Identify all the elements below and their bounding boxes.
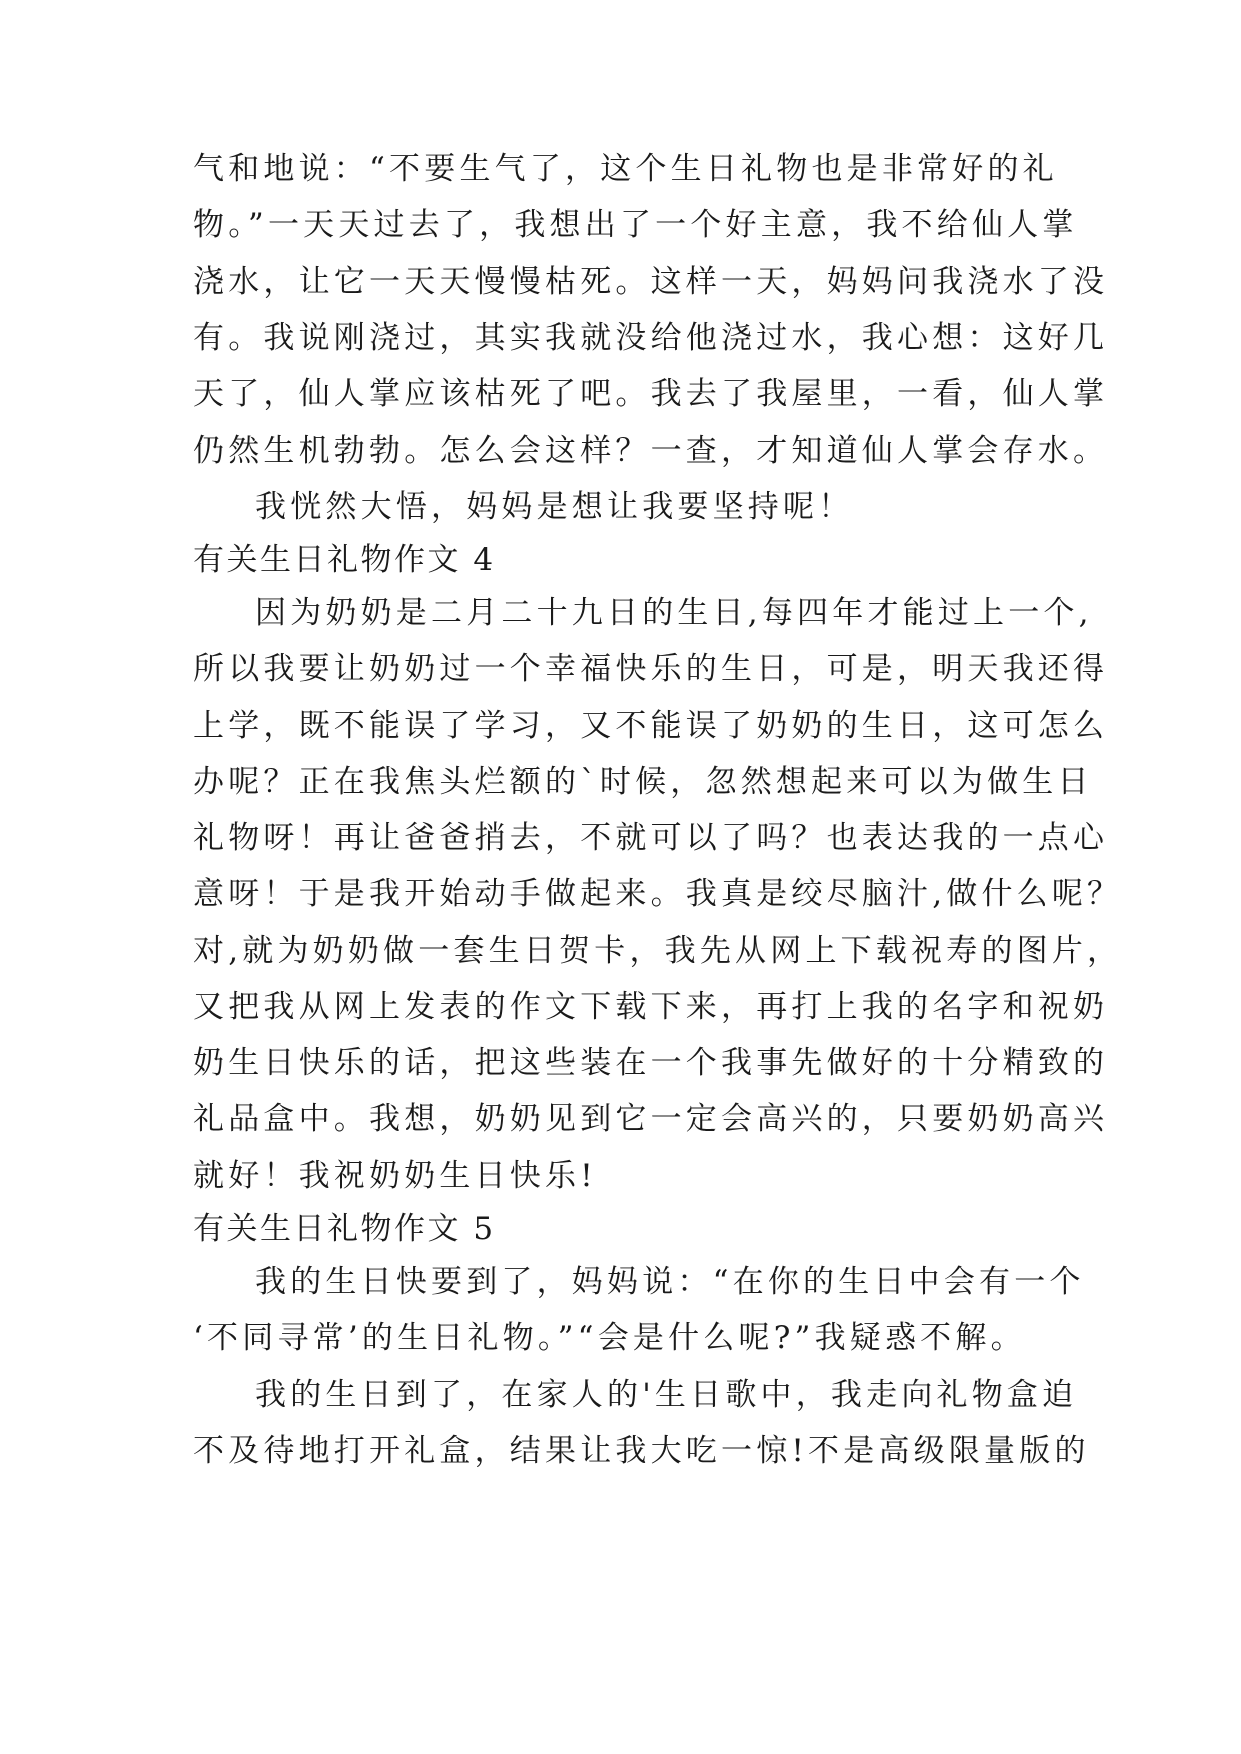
paragraph-line: 我恍然大悟，妈妈是想让我要坚持呢！ [255,489,854,525]
paragraph-line: 因为奶奶是二月二十九日的生日,每四年才能过上一个, [255,595,1093,631]
paragraph-line: 礼物呀！再让爸爸捎去，不就可以了吗？也表达我的一点心 [193,820,1109,856]
paragraph-line: 天了，仙人掌应该枯死了吧。我去了我屋里，一看，仙人掌 [193,376,1109,412]
paragraph-line: 物。”一天天过去了，我想出了一个好主意，我不给仙人掌 [193,207,1078,243]
paragraph-line: 仍然生机勃勃。怎么会这样？一查，才知道仙人掌会存水。 [193,433,1109,469]
paragraph-line: ‘不同寻常’的生日礼物。”“会是什么呢?”我疑惑不解。 [193,1320,1026,1356]
paragraph-line: 又把我从网上发表的作文下载下来，再打上我的名字和祝奶 [193,989,1109,1025]
paragraph-line: 上学，既不能误了学习，又不能误了奶奶的生日，这可怎么 [193,708,1109,744]
paragraph-line: 我的生日快要到了，妈妈说：“在你的生日中会有一个 [255,1264,1085,1300]
paragraph-line: 浇水，让它一天天慢慢枯死。这样一天，妈妈问我浇水了没 [193,264,1109,300]
paragraph-line: 我的生日到了，在家人的'生日歌中，我走向礼物盒迫 [255,1377,1078,1413]
paragraph-line: 礼品盒中。我想，奶奶见到它一定会高兴的，只要奶奶高兴 [193,1101,1109,1137]
paragraph-line: 所以我要让奶奶过一个幸福快乐的生日，可是，明天我还得 [193,651,1109,687]
section-heading: 有关生日礼物作文 4 [193,542,496,578]
paragraph-line: 对,就为奶奶做一套生日贺卡，我先从网上下载祝寿的图片， [193,933,1123,969]
paragraph-line: 就好！我祝奶奶生日快乐! [193,1158,597,1194]
paragraph-line: 意呀！于是我开始动手做起来。我真是绞尽脑汁,做什么呢？ [193,876,1123,912]
paragraph-line: 气和地说：“不要生气了，这个生日礼物也是非常好的礼 [193,151,1058,187]
paragraph-line: 有。我说刚浇过，其实我就没给他浇过水，我心想：这好几 [193,320,1109,356]
section-heading: 有关生日礼物作文 5 [193,1211,496,1247]
paragraph-line: 奶生日快乐的话，把这些装在一个我事先做好的十分精致的 [193,1045,1109,1081]
paragraph-line: 办呢？正在我焦头烂额的`时候，忽然想起来可以为做生日 [193,764,1093,800]
paragraph-line: 不及待地打开礼盒，结果让我大吃一惊!不是高级限量版的 [193,1433,1090,1469]
